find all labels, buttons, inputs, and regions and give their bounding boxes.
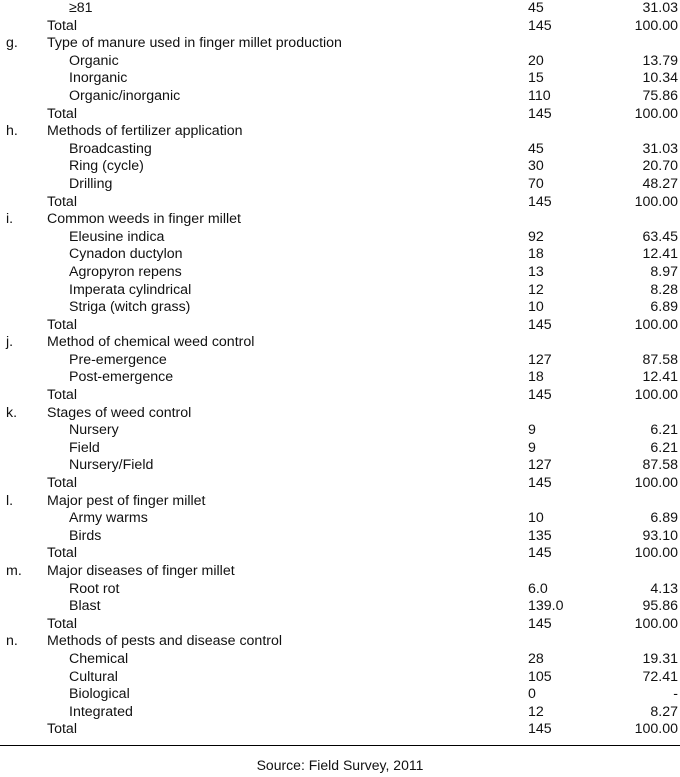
table-bottom-rule [0,745,680,746]
item-label: Agropyron repens [69,263,182,280]
total-row [0,721,680,739]
item-label: Cultural [69,668,118,685]
item-label: Birds [69,527,102,544]
item-label: Cynadon ductylon [69,246,183,263]
total-row [0,475,680,493]
item-label: Nursery/Field [69,457,154,474]
section-header-row [0,633,680,651]
total-label: Total [47,105,77,122]
table-row [0,651,680,669]
item-percentage: 13.79 [642,52,678,69]
item-percentage: 95.86 [642,598,678,615]
section-title: Methods of pests and disease control [47,633,283,650]
item-label: Imperata cylindrical [69,281,192,298]
total-row [0,545,680,563]
item-label: Integrated [69,703,133,720]
section-header-row [0,123,680,141]
item-frequency: 10 [528,299,544,316]
item-percentage: 20.70 [642,158,678,175]
item-frequency: 15 [528,70,544,87]
item-label: Organic [69,52,119,69]
total-label: Total [47,615,77,632]
table-row [0,88,680,106]
item-frequency: 12 [528,281,544,298]
item-label: Drilling [69,175,113,192]
item-frequency: 127 [528,351,552,368]
total-percentage: 100.00 [634,475,678,492]
item-frequency: 6.0 [528,580,548,597]
section-letter: l. [6,492,14,509]
table-row [0,282,680,300]
total-frequency: 145 [528,316,552,333]
section-letter: h. [6,123,18,140]
table-row [0,158,680,176]
section-title: Method of chemical weed control [47,334,255,351]
item-label: Broadcasting [69,140,152,157]
table-row [0,598,680,616]
section-title: Major pest of finger millet [47,492,206,509]
item-frequency: 28 [528,650,544,667]
table-row [0,440,680,458]
total-label: Total [47,193,77,210]
item-percentage: 6.21 [650,439,678,456]
section-letter: i. [6,211,14,228]
item-label: Inorganic [69,70,128,87]
total-label: Total [47,17,77,34]
item-percentage: 63.45 [642,228,678,245]
total-percentage: 100.00 [634,545,678,562]
item-frequency: 9 [528,439,536,456]
table-row [0,0,680,18]
total-row [0,106,680,124]
item-percentage: 87.58 [642,457,678,474]
item-label: ≥81 [69,0,93,16]
table-row [0,53,680,71]
total-frequency: 145 [528,475,552,492]
table-row [0,528,680,546]
total-label: Total [47,721,77,738]
table-row [0,422,680,440]
total-row [0,18,680,36]
item-percentage: 87.58 [642,351,678,368]
total-frequency: 145 [528,387,552,404]
item-label: Nursery [69,422,119,439]
item-percentage: 6.21 [650,422,678,439]
item-frequency: 20 [528,52,544,69]
item-frequency: 18 [528,246,544,263]
section-title: Stages of weed control [47,404,192,421]
item-frequency: 13 [528,263,544,280]
table-row [0,704,680,722]
total-label: Total [47,316,77,333]
item-frequency: 45 [528,0,544,16]
total-percentage: 100.00 [634,387,678,404]
item-label: Root rot [69,580,120,597]
total-label: Total [47,387,77,404]
item-percentage: 10.34 [642,70,678,87]
item-frequency: 12 [528,703,544,720]
total-frequency: 145 [528,17,552,34]
total-percentage: 100.00 [634,17,678,34]
item-percentage: 12.41 [642,246,678,263]
section-header-row [0,405,680,423]
item-frequency: 70 [528,175,544,192]
item-percentage: - [673,686,678,703]
table-row [0,686,680,704]
item-percentage: 31.03 [642,0,678,16]
total-percentage: 100.00 [634,193,678,210]
item-percentage: 6.89 [650,510,678,527]
table-row [0,457,680,475]
section-header-row [0,493,680,511]
item-percentage: 75.86 [642,87,678,104]
item-percentage: 19.31 [642,650,678,667]
item-percentage: 72.41 [642,668,678,685]
table-row [0,352,680,370]
total-percentage: 100.00 [634,721,678,738]
table-row [0,299,680,317]
total-row [0,317,680,335]
total-row [0,616,680,634]
item-frequency: 135 [528,527,552,544]
item-frequency: 139.0 [528,598,564,615]
item-frequency: 127 [528,457,552,474]
table-row [0,510,680,528]
section-header-row [0,334,680,352]
item-frequency: 92 [528,228,544,245]
total-frequency: 145 [528,615,552,632]
source-note: Source: Field Survey, 2011 [256,757,424,773]
section-letter: j. [6,334,14,351]
item-percentage: 12.41 [642,369,678,386]
total-frequency: 145 [528,545,552,562]
item-percentage: 6.89 [650,299,678,316]
item-label: Striga (witch grass) [69,299,191,316]
item-percentage: 8.97 [650,263,678,280]
item-percentage: 31.03 [642,140,678,157]
item-frequency: 9 [528,422,536,439]
item-frequency: 18 [528,369,544,386]
total-row [0,194,680,212]
section-title: Type of manure used in finger millet production [47,35,342,52]
item-label: Army warms [69,510,148,527]
table-row [0,246,680,264]
total-percentage: 100.00 [634,615,678,632]
table-row [0,669,680,687]
item-frequency: 0 [528,686,536,703]
section-letter: n. [6,633,18,650]
total-label: Total [47,545,77,562]
table-sections [0,35,680,739]
item-frequency: 30 [528,158,544,175]
item-label: Field [69,439,100,456]
total-percentage: 100.00 [634,105,678,122]
section-header-row [0,35,680,53]
item-label: Ring (cycle) [69,158,144,175]
section-letter: m. [6,563,22,579]
total-row [0,387,680,405]
item-frequency: 45 [528,140,544,157]
section-title: Methods of fertilizer application [47,123,243,140]
item-label: Post-emergence [69,369,174,386]
section-title: Common weeds in finger millet [47,211,241,228]
section-title: Major diseases of finger millet [47,563,235,579]
table-row [0,70,680,88]
section-letter: g. [6,35,18,52]
item-percentage: 8.27 [650,703,678,720]
item-label: Eleusine indica [69,228,165,245]
item-frequency: 10 [528,510,544,527]
total-percentage: 100.00 [634,316,678,333]
table-row [0,581,680,599]
item-percentage: 93.10 [642,527,678,544]
total-frequency: 145 [528,105,552,122]
item-label: Blast [69,598,101,615]
total-label: Total [47,475,77,492]
item-label: Chemical [69,650,129,667]
item-label: Pre-emergence [69,351,167,368]
item-percentage: 8.28 [650,281,678,298]
section-letter: k. [6,404,18,421]
item-frequency: 105 [528,668,552,685]
item-label: Organic/inorganic [69,87,181,104]
table-row [0,176,680,194]
table-row [0,369,680,387]
item-percentage: 48.27 [642,175,678,192]
table-row [0,141,680,159]
section-header-row [0,563,680,581]
item-label: Biological [69,686,130,703]
section-header-row [0,211,680,229]
item-percentage: 4.13 [650,580,678,597]
item-frequency: 110 [528,87,551,104]
table-row [0,264,680,282]
total-frequency: 145 [528,721,552,738]
table-row [0,229,680,247]
total-frequency: 145 [528,193,552,210]
